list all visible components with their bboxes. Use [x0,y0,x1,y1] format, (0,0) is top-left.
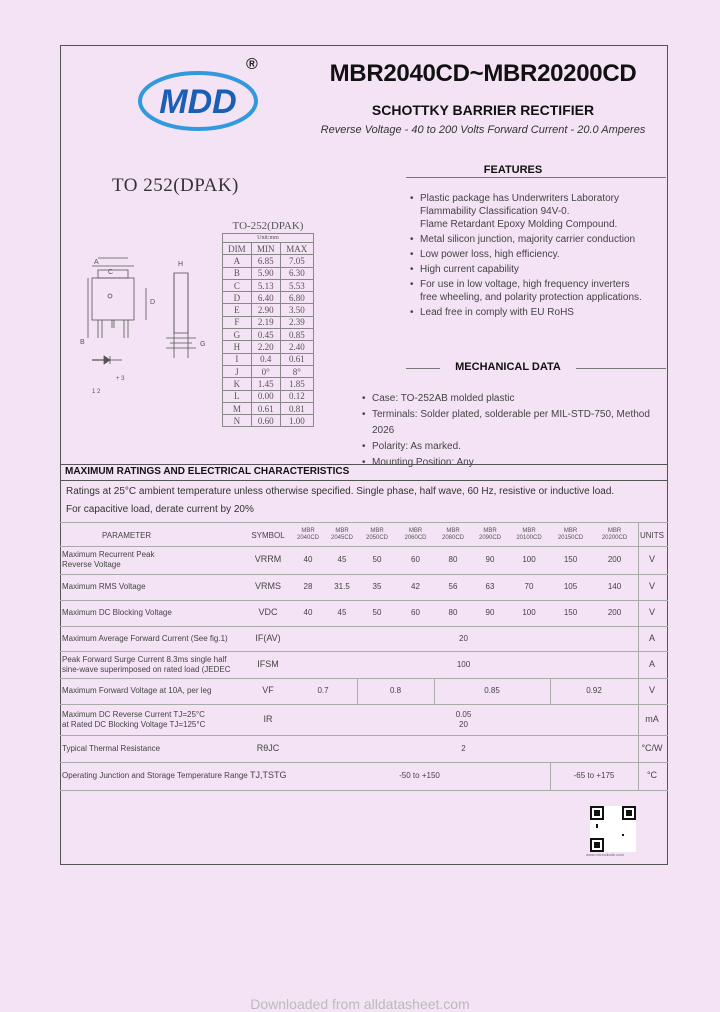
value-span-cell: 100 [456,659,471,669]
value-cell: 42 [411,582,420,591]
feature-line: Flame Retardant Epoxy Molding Compound. [420,219,618,230]
parameter-line: Maximum Recurrent Peak [62,550,155,559]
part-suffix: 2060CD [404,535,427,541]
dimension-row [223,415,314,427]
ratings-note-1: Ratings at 25°C ambient temperature unless otherwise specified. Single phase, half wave, 60 Hz, resistive or inductive load. [66,486,615,497]
symbol-cell: IR [263,713,273,724]
table-rule [60,600,668,601]
table-rule [60,651,668,652]
unit-cell: °C/W [641,742,663,753]
value-cell: 200 [607,608,622,617]
dimension-row [223,365,314,377]
parameter-line: Maximum Forward Voltage at 10A, per leg [62,686,212,695]
dimension-row [223,378,314,390]
table-rule [60,790,668,791]
part-suffix: 2080CD [441,535,464,541]
value-cell: 31.5 [334,582,350,591]
part-series: MBR [446,528,460,534]
part-suffix: 2045CD [330,535,353,541]
table-rule [60,678,668,679]
parameter-line: at Rated DC Blocking Voltage TJ=125°C [62,719,206,729]
table-rule [60,762,668,763]
symbol-cell: RθJC [256,742,280,753]
package-label: TO 252(DPAK) [112,175,239,196]
dim-max-cell: 5.53 [280,279,313,291]
feature-line: Flammability Classification 94V-0. [420,206,570,217]
value-cell: 90 [485,555,495,564]
dimension-unit: Unit:mm [223,234,314,243]
dimension-row [223,267,314,279]
value-cell: 50 [372,608,382,617]
part-number-header [511,528,547,542]
feature-line: • Lead free in comply with EU RoHS [420,307,574,318]
parameter-name [62,655,231,675]
dim-max-cell: 0.12 [280,390,313,402]
symbol-cell: IFSM [257,658,279,669]
value-span-cell: 2 [461,743,466,753]
table-column-rule [357,678,358,704]
mechanical-list [362,391,667,471]
value-cell: 35 [372,582,382,591]
dim-max-cell: 1.85 [280,378,313,390]
dim-min-cell: 0.61 [251,402,280,414]
value-cell: 80 [448,555,458,564]
part-series: MBR [408,528,423,534]
dim-min-cell: 0.45 [251,329,280,341]
value-cell: 60 [411,555,420,564]
logo-text: MDD [159,83,237,121]
footer-download-note: Downloaded from alldatasheet.com [250,996,470,1012]
table-rule [60,574,668,575]
tagline: Reverse Voltage - 40 to 200 Volts Forward Current - 20.0 Amperes [320,124,646,136]
registered-mark: ® [246,56,258,73]
dim-code-cell: G [223,329,252,341]
value-cell: 63 [485,582,495,591]
dim-code-cell: B [223,267,252,279]
dimension-row [223,353,314,365]
table-column-rule [550,762,551,790]
features-list [410,192,665,321]
value-cell: 90 [485,608,495,617]
table-rule [60,522,668,523]
dimension-row [223,279,314,291]
value-span-cell: 0.05 [455,709,472,719]
value-group-cell: -50 to +150 [399,771,440,780]
part-number-header [435,528,471,542]
dimension-row [223,341,314,353]
feature-item [410,192,665,231]
part-series: MBR [522,528,536,534]
units-header: UNITS [640,531,664,540]
parameter-name [62,744,160,754]
part-suffix: 20150CD [557,535,584,541]
qr-code-image [590,806,636,852]
value-cell: 60 [411,608,420,617]
part-number-header [472,528,508,542]
parameter-line: Maximum DC Blocking Voltage [62,608,172,617]
feature-line: • Metal silicon junction, majority carrier conduction [420,234,636,245]
value-span-cell: 20 [459,633,468,643]
value-group-cell: -65 to +175 [573,771,615,780]
page-title: MBR2040CD~MBR20200CD [329,60,637,87]
dimension-row [223,316,314,328]
dim-max-cell: 6.30 [280,267,313,279]
dim-max-cell: 0.81 [280,402,313,414]
mechanical-item: • Mounting Position: Any [362,455,667,471]
part-suffix: 20200CD [601,535,628,541]
mechanical-item: • Case: TO-252AB molded plastic [362,391,667,407]
symbol-cell: VRRM [254,554,282,564]
dim-code-cell: A [223,255,252,267]
features-heading: FEATURES [470,164,556,176]
table-rule [60,546,668,547]
table-rule [60,704,668,705]
value-cell: 105 [563,582,578,591]
svg-text:B: B [80,339,85,346]
svg-text:H: H [178,261,184,268]
part-suffix: 2050CD [365,535,388,541]
part-series: MBR [483,528,497,534]
feature-line: free wheeling, and polarity protection applications. [420,292,642,303]
features-divider [406,177,666,178]
value-group-cell: 0.7 [317,686,329,695]
ratings-note-2: For capacitive load, derate current by 20% [66,504,254,515]
part-number-header [398,528,434,542]
dim-min-cell: 2.19 [251,316,280,328]
feature-item [410,306,665,319]
dim-code-cell: F [223,316,252,328]
dim-code-cell: N [223,415,252,427]
unit-cell: V [648,607,655,617]
value-group-cell: 0.92 [586,686,602,695]
dim-code-cell: K [223,378,252,390]
dimension-caption: TO-252(DPAK) [223,218,314,234]
dim-max-cell: 1.00 [280,415,313,427]
part-number-header [324,528,360,542]
dim-min-cell: 6.40 [251,292,280,304]
dim-max-cell: 0.61 [280,353,313,365]
parameter-name [62,686,211,696]
value-cell: 56 [448,582,458,591]
parameter-line: Typical Thermal Resistance [62,743,161,753]
dimension-row [223,255,314,267]
dim-max-cell: 6.80 [280,292,313,304]
dim-code-cell: H [223,341,252,353]
part-number-header [359,528,395,542]
feature-item [410,248,665,261]
value-cell: 70 [524,582,534,591]
unit-cell: V [648,581,655,591]
dim-max-cell: 2.39 [280,316,313,328]
dim-min-cell: 5.90 [251,267,280,279]
dim-min-cell: 6.85 [251,255,280,267]
symbol-cell: IF(AV) [255,632,281,643]
part-series: MBR [370,528,384,534]
svg-text:G: G [200,341,206,348]
value-cell: 45 [337,555,347,564]
parameter-line: Reverse Voltage [62,560,121,569]
parameter-name [62,550,154,570]
symbol-header: SYMBOL [251,531,285,540]
dimension-row [223,402,314,414]
symbol-cell: TJ,TSTG [250,770,287,780]
part-suffix: 2090CD [478,535,501,541]
dim-min-cell: 5.13 [251,279,280,291]
value-cell: 140 [607,582,622,591]
parameter-line: Maximum RMS Voltage [62,582,146,591]
dim-min-cell: 0.00 [251,390,280,402]
feature-item [410,263,665,276]
dimension-table [222,218,314,427]
dim-max-cell: 0.85 [280,329,313,341]
parameter-name [62,608,172,618]
parameter-name [62,771,248,781]
table-column-rule [550,678,551,704]
feature-line: • For use in low voltage, high frequency inverters [420,279,630,290]
value-cell: 45 [337,608,347,617]
parameter-line: sine-wave superimposed on rated load (JEDEC [62,664,231,674]
value-cell: 200 [607,555,622,564]
symbol-cell: VF [262,685,274,695]
qr-url: www.microdiode.com [586,852,624,857]
dim-code-cell: J [223,365,252,377]
feature-item [410,278,665,304]
parameter-line: Maximum Average Forward Current (See fig.1) [62,633,228,643]
parameter-name [62,634,228,644]
feature-line: • Low power loss, high efficiency. [420,249,560,260]
part-series: MBR [301,528,315,534]
feature-line: • High current capability [420,264,519,275]
value-cell: 28 [303,582,313,591]
dim-code-cell: C [223,279,252,291]
part-number-header [597,528,633,542]
dim-code-cell: M [223,402,252,414]
unit-cell: V [648,685,655,695]
parameter-header: PARAMETER [102,531,152,540]
unit-cell: A [648,658,655,669]
unit-cell: °C [646,770,658,780]
dim-header-dim: DIM [223,243,252,255]
dimension-row [223,329,314,341]
svg-text:A: A [94,259,99,266]
dimension-row [223,304,314,316]
parameter-name [62,710,205,730]
dim-code-cell: D [223,292,252,304]
part-suffix: 2040CD [296,535,319,541]
mechanical-item: • Terminals: Solder plated, solderable per MIL-STD-750, Method 2026 [362,407,667,439]
value-span-cell: 20 [459,719,468,729]
part-series: MBR [563,528,578,534]
table-rule [60,735,668,736]
mechanical-item: • Polarity: As marked. [362,439,667,455]
svg-text:1 2: 1 2 [92,389,101,395]
dim-max-cell: 7.05 [280,255,313,267]
unit-cell: mA [645,713,659,724]
feature-item [410,233,665,246]
dim-min-cell: 2.20 [251,341,280,353]
svg-text:C: C [108,269,114,276]
dimension-row [223,390,314,402]
dim-max-cell: 2.40 [280,341,313,353]
dim-min-cell: 2.90 [251,304,280,316]
symbol-cell: VRMS [254,581,281,591]
part-series: MBR [335,528,349,534]
dim-code-cell: E [223,304,252,316]
dim-min-cell: 0° [251,365,280,377]
symbol-cell: VDC [258,607,278,617]
unit-cell: A [648,632,655,643]
dim-code-cell: I [223,353,252,365]
dim-header-max: MAX [280,243,313,255]
package-outline-diagram [66,248,216,398]
dim-max-cell: 8° [280,365,313,377]
dim-max-cell: 3.50 [280,304,313,316]
part-number-header [553,528,589,542]
parameter-line: Peak Forward Surge Current 8.3ms single half [62,654,227,664]
value-cell: 80 [448,608,458,617]
parameter-line: Operating Junction and Storage Temperature Range [62,771,248,780]
dim-code-cell: L [223,390,252,402]
unit-cell: V [648,554,655,564]
value-cell: 100 [522,555,536,564]
svg-text:D: D [150,299,156,306]
part-suffix: 20100CD [516,535,542,541]
table-column-rule [434,678,435,704]
parameter-line: Maximum DC Reverse Current TJ=25°C [62,709,205,719]
part-series: MBR [607,528,622,534]
part-number-header [290,528,326,542]
value-cell: 40 [303,555,313,564]
value-cell: 50 [372,555,382,564]
mechanical-heading: MECHANICAL DATA [440,361,576,373]
value-cell: 150 [563,608,578,617]
table-rule [60,626,668,627]
value-cell: 40 [303,608,313,617]
parameter-name [62,582,146,592]
svg-text:+ 3: + 3 [116,376,125,382]
page-subtitle: SCHOTTKY BARRIER RECTIFIER [371,102,595,118]
dim-min-cell: 1.45 [251,378,280,390]
value-cell: 100 [522,608,536,617]
dim-header-min: MIN [251,243,280,255]
dimension-row [223,292,314,304]
value-group-cell: 0.85 [484,686,500,695]
dim-min-cell: 0.4 [251,353,280,365]
value-cell: 150 [563,555,578,564]
dim-min-cell: 0.60 [251,415,280,427]
feature-line: • Plastic package has Underwriters Laboratory [420,193,619,204]
ratings-heading: MAXIMUM RATINGS AND ELECTRICAL CHARACTERISTICS [60,464,668,481]
mdd-logo [137,70,259,132]
value-group-cell: 0.8 [389,686,402,695]
